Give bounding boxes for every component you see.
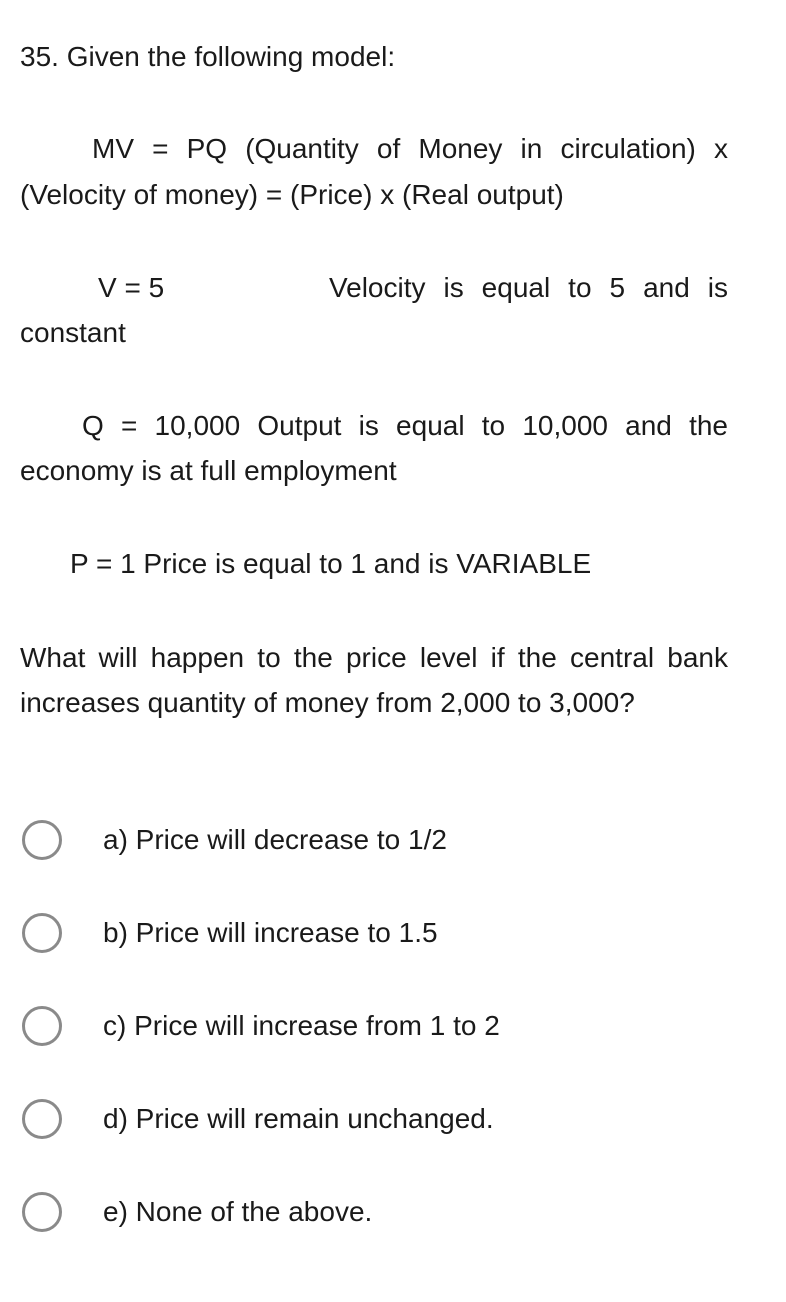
- radio-button-icon[interactable]: [22, 1099, 62, 1139]
- model-equation-line-1: MV = PQ (Quantity of Money in circulation) x: [92, 133, 728, 164]
- option-label: b) Price will increase to 1.5: [103, 917, 438, 948]
- option-c[interactable]: [22, 1002, 500, 1050]
- radio-button-icon[interactable]: [22, 1006, 62, 1046]
- price-line: P = 1 Price is equal to 1 and is VARIABLE: [70, 548, 592, 579]
- option-label: a) Price will decrease to 1/2: [103, 824, 447, 855]
- option-label: e) None of the above.: [103, 1196, 373, 1227]
- velocity-equation: V = 5: [98, 272, 165, 303]
- option-a[interactable]: [22, 816, 447, 864]
- model-equation-line-2: (Velocity of money) = (Price) x (Real output): [20, 179, 564, 210]
- output-line-1: Q = 10,000 Output is equal to 10,000 and the: [82, 410, 728, 441]
- option-label: c) Price will increase from 1 to 2: [103, 1010, 500, 1041]
- option-label: d) Price will remain unchanged.: [103, 1103, 494, 1134]
- output-line-2: economy is at full employment: [20, 455, 397, 486]
- question-title: 35. Given the following model:: [20, 41, 396, 72]
- option-b[interactable]: [22, 909, 438, 957]
- option-d[interactable]: [22, 1095, 494, 1143]
- radio-button-icon[interactable]: [22, 820, 62, 860]
- velocity-description: Velocity is equal to 5 and is: [329, 272, 728, 303]
- radio-button-icon[interactable]: [22, 913, 62, 953]
- velocity-description-continued: constant: [20, 317, 126, 348]
- question-prompt: What will happen to the price level if the central bank increases quantity of money from 2,000 to 3,000?: [20, 642, 728, 718]
- option-e[interactable]: [22, 1188, 372, 1236]
- radio-button-icon[interactable]: [22, 1192, 62, 1232]
